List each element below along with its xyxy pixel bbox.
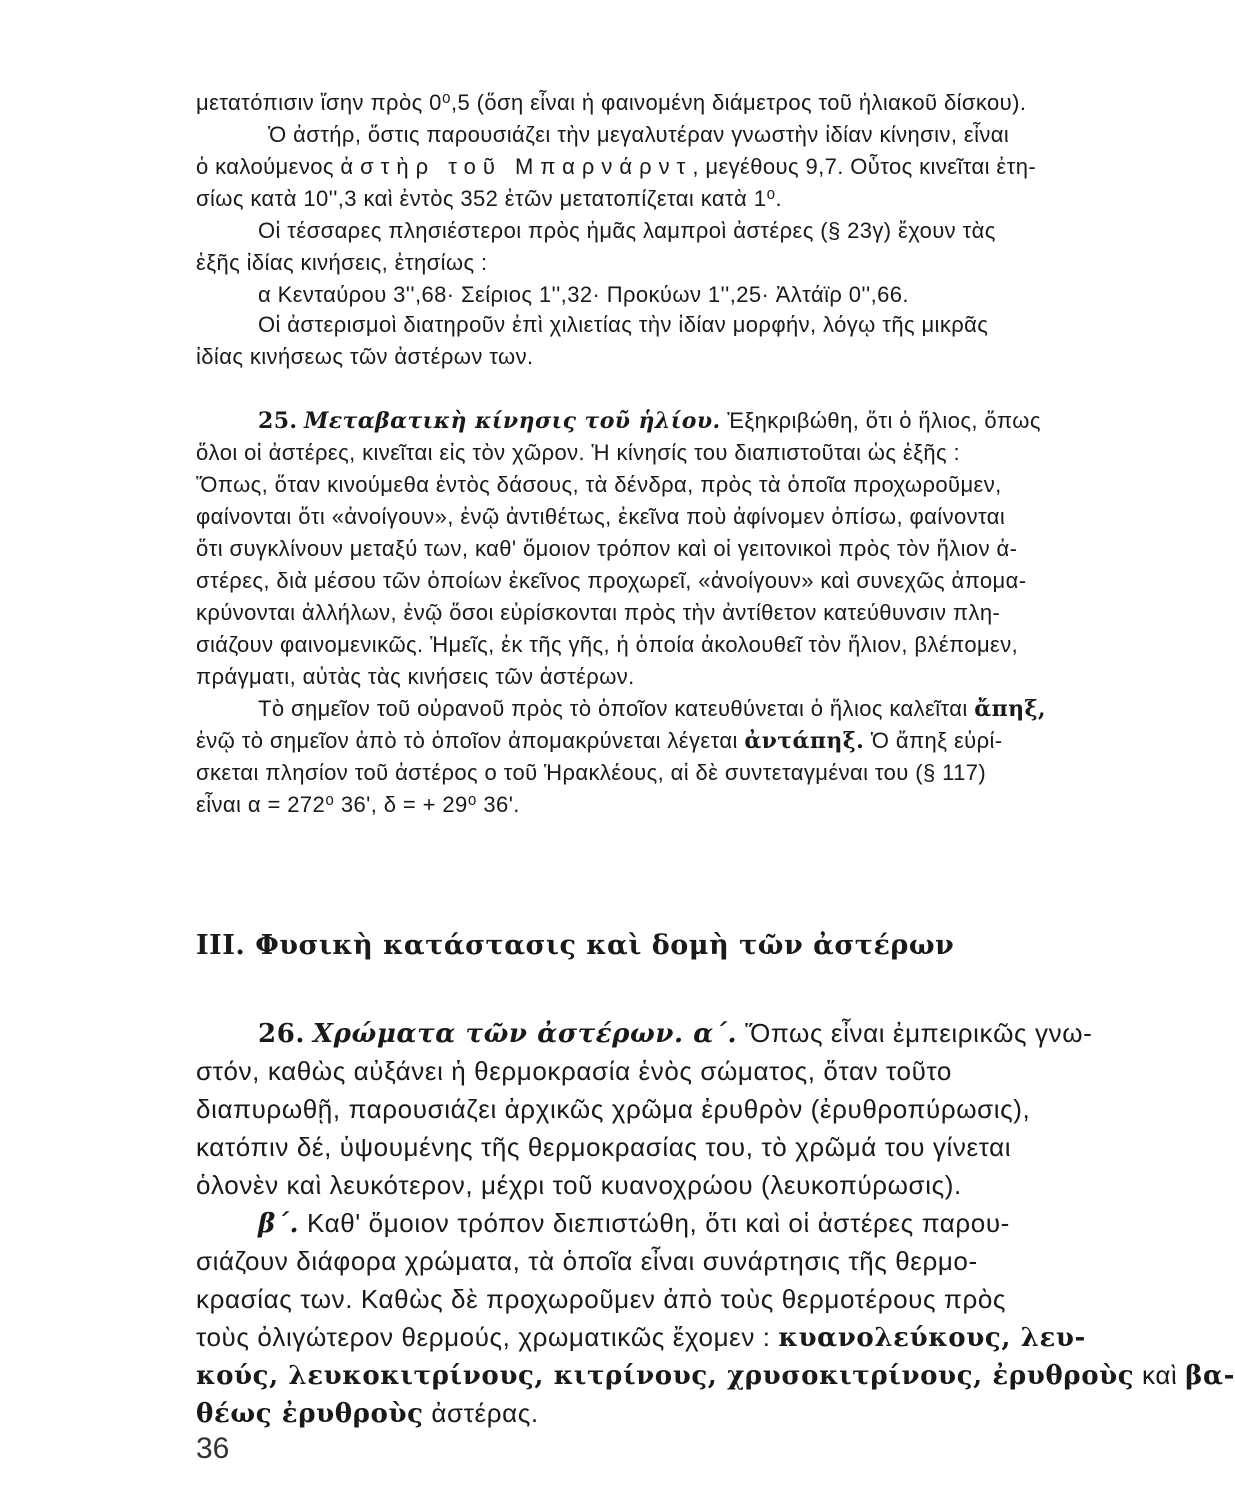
- bold-term: βα-: [1185, 1361, 1235, 1391]
- text-segment: Τὸ σημεῖον τοῦ οὐρανοῦ πρὸς τὸ ὁποῖον κατευθύνεται ὁ ἥλιος καλεῖται: [258, 696, 968, 721]
- term-antapex: ἀντάπηξ.: [744, 728, 865, 754]
- subsection-marker: β΄.: [258, 1209, 300, 1239]
- section-number: 25.: [258, 408, 298, 434]
- text-line: ὅτι συγκλίνουν μεταξύ των, καθ' ὅμοιον τρόπον καὶ οἱ γειτονικοὶ πρὸς τὸν ἥλιον ἀ-: [196, 536, 1018, 561]
- text-line: πράγματι, αὐτὰς τὰς κινήσεις τῶν ἀστέρων.: [196, 664, 635, 689]
- bold-term: θέως ἐρυθροὺς: [196, 1399, 424, 1429]
- text-segment: καὶ: [1134, 1360, 1186, 1390]
- text-line: [258, 698, 1046, 720]
- text-line: ὅλοι οἱ ἀστέρες, κινεῖται εἰς τὸν χῶρον. Ἡ κίνησίς του διαπιστοῦται ὡς ἑξῆς :: [196, 440, 961, 465]
- text-segment: ἀστέρας.: [423, 1398, 539, 1428]
- text-line: [258, 1020, 1092, 1047]
- text-segment: Ὁ ἄπηξ εὑρί-: [864, 728, 1003, 753]
- text-line: στέρες, διὰ μέσου τῶν ὁποίων ἐκεῖνος προχωρεῖ, «ἀνοίγουν» καὶ συνεχῶς ἀπομα-: [196, 568, 1027, 593]
- text-line: Οἱ τέσσαρες πλησιέστεροι πρὸς ἡμᾶς λαμπροὶ ἀστέρες (§ 23γ) ἔχουν τὰς: [258, 218, 996, 243]
- text-segment: τοὺς ὀλιγώτερον θερμούς, χρωματικῶς ἔχομεν :: [196, 1322, 771, 1352]
- text-line: [196, 156, 1036, 178]
- text-line: σιάζουν διάφορα χρώματα, τὰ ὁποῖα εἶναι συνάρτησις τῆς θερμο-: [196, 1246, 978, 1276]
- text-line: Ὅπως, ὅταν κινούμεθα ἐντὸς δάσους, τὰ δένδρα, πρὸς τὰ ὁποῖα προχωροῦμεν,: [196, 472, 1002, 497]
- text-segment: ὁ καλούμενος: [196, 154, 334, 179]
- text-segment: ἐνῷ τὸ σημεῖον ἀπὸ τὸ ὁποῖον ἀπομακρύνεται λέγεται: [196, 728, 738, 753]
- text-segment: , μεγέθους 9,7. Οὗτος κινεῖται ἐτη-: [692, 154, 1037, 179]
- text-line: κρασίας των. Καθὼς δὲ προχωροῦμεν ἀπὸ τοὺς θερμοτέρους πρὸς: [196, 1284, 1007, 1314]
- text-line: μετατόπισιν ἴσην πρὸς 0⁰,5 (ὅση εἶναι ἡ φαινομένη διάμετρος τοῦ ἡλιακοῦ δίσκου).: [196, 90, 1027, 115]
- text-line: κατόπιν δέ, ὑψουμένης τῆς θερμοκρασίας του, τὸ χρῶμά του γίνεται: [196, 1132, 1012, 1162]
- text-line: στόν, καθὼς αὐξάνει ἡ θερμοκρασία ἑνὸς σώματος, ὅταν τοῦτο: [196, 1056, 952, 1086]
- text-segment: Καθ' ὅμοιον τρόπον διεπιστώθη, ὅτι καὶ οἱ ἀστέρες παρου-: [299, 1208, 1010, 1238]
- section-title: Χρώματα τῶν ἀστέρων. α΄.: [312, 1019, 738, 1049]
- text-line: κρύνονται ἀλλήλων, ἐνῷ ὅσοι εὑρίσκονται πρὸς τὴν ἀντίθετον κατεύθυνσιν πλη-: [196, 600, 1001, 625]
- text-line: ἰδίας κινήσεως τῶν ἀστέρων των.: [196, 344, 534, 369]
- text-line: [196, 1400, 539, 1427]
- text-line: διαπυρωθῇ, παρουσιάζει ἀρχικῶς χρῶμα ἐρυθρὸν (ἐρυθροπύρωσις),: [196, 1094, 1031, 1124]
- text-line: φαίνονται ὅτι «ἀνοίγουν», ἐνῷ ἀντιθέτως, ἐκεῖνα ποὺ ἀφίνομεν ὀπίσω, φαίνονται: [196, 504, 1006, 529]
- bold-term: κούς, λευκοκιτρίνους, κιτρίνους, χρυσοκιτρίνους, ἐρυθροὺς: [196, 1361, 1135, 1391]
- text-segment: Ὅπως εἶναι ἐμπειρικῶς γνω-: [737, 1018, 1093, 1048]
- text-line: α Κενταύρου 3'',68· Σείριος 1'',32· Προκύων 1'',25· Ἀλτάϊρ 0'',66.: [258, 282, 909, 307]
- text-line: σίως κατὰ 10'',3 καὶ ἐντὸς 352 ἐτῶν μετατοπίζεται κατὰ 1⁰.: [196, 186, 783, 211]
- section-number: 26.: [258, 1019, 306, 1049]
- section-title: Μεταβατικὴ κίνησις τοῦ ἡλίου.: [304, 408, 721, 434]
- text-line: εἶναι α = 272⁰ 36', δ = + 29⁰ 36'.: [196, 792, 520, 817]
- text-line: σιάζουν φαινομενικῶς. Ἡμεῖς, ἐκ τῆς γῆς, ἡ ὁποία ἀκολουθεῖ τὸν ἥλιον, βλέπομεν,: [196, 632, 1019, 657]
- text-line: [258, 410, 1041, 432]
- text-line: [196, 730, 1003, 752]
- chapter-heading: III. Φυσικὴ κατάστασις καὶ δομὴ τῶν ἀστέρων: [196, 930, 955, 961]
- text-line: [196, 1324, 1086, 1351]
- text-line: ἑξῆς ἰδίας κινήσεις, ἐτησίως :: [196, 250, 488, 275]
- text-line: σκεται πλησίον τοῦ ἀστέρος ο τοῦ Ἡρακλέους, αἱ δὲ συντεταγμέναι του (§ 117): [196, 760, 987, 785]
- bold-term: κυανολεύκους, λευ-: [778, 1323, 1086, 1353]
- text-line: ὁλονὲν καὶ λευκότερον, μέχρι τοῦ κυανοχρώου (λευκοπύρωσις).: [196, 1170, 962, 1200]
- text-segment: Ἐξηκριβώθη, ὅτι ὁ ἥλιος, ὅπως: [720, 408, 1041, 433]
- text-line: Ὁ ἀστήρ, ὅστις παρουσιάζει τὴν μεγαλυτέραν γνωστὴν ἰδίαν κίνησιν, εἶναι: [268, 122, 1010, 147]
- text-line: [258, 1210, 1010, 1237]
- star-name-spaced: ἀστὴρ τοῦ Μπαρνάρντ: [340, 154, 693, 179]
- text-line: Οἱ ἀστερισμοὶ διατηροῦν ἐπὶ χιλιετίας τὴν ἰδίαν μορφήν, λόγῳ τῆς μικρᾶς: [258, 312, 989, 337]
- term-apex: ἄπηξ,: [974, 696, 1046, 722]
- text-line: [196, 1362, 1235, 1389]
- page-number: 36: [196, 1432, 230, 1465]
